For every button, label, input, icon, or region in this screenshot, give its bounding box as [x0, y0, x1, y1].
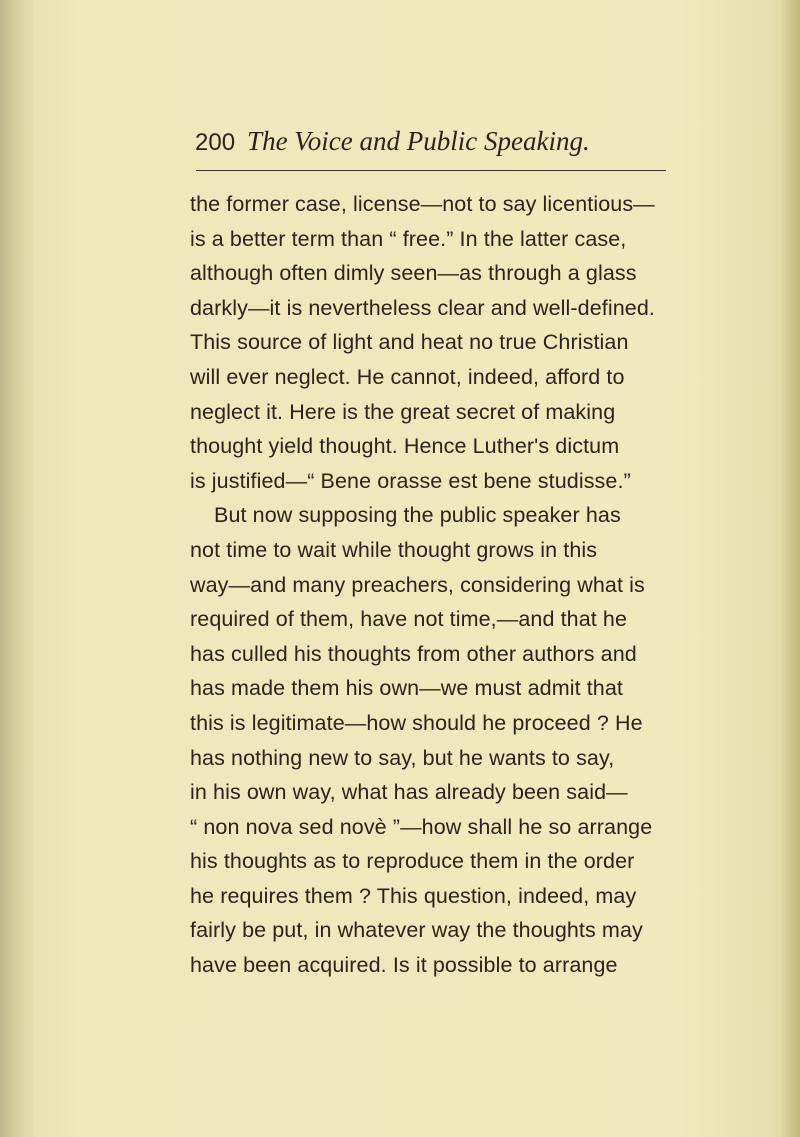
text-line: fairly be put, in whatever way the thoughts may	[190, 918, 643, 943]
text-line: “ non nova sed novè ”—how shall he so arrange	[190, 814, 653, 839]
page-gutter-left	[0, 0, 34, 1137]
text-line: darkly—it is nevertheless clear and well-defined.	[190, 295, 655, 320]
text-line: he requires them ? This question, indeed, may	[190, 883, 637, 908]
text-line: This source of light and heat no true Christian	[190, 330, 629, 355]
header-rule	[196, 170, 666, 171]
text-line: required of them, have not time,—and that he	[190, 607, 628, 632]
text-line: thought yield thought. Hence Luther's dictum	[190, 434, 620, 459]
text-line: this is legitimate—how should he proceed ? He	[190, 710, 643, 735]
running-title: The Voice and Public Speaking.	[247, 126, 590, 156]
text-line: has culled his thoughts from other authors and	[190, 641, 637, 666]
text-line: neglect it. Here is the great secret of making	[190, 399, 616, 424]
text-line: although often dimly seen—as through a glass	[190, 261, 637, 286]
body-text	[190, 187, 680, 983]
text-line: his thoughts as to reproduce them in the order	[190, 849, 635, 874]
running-header	[195, 126, 665, 166]
text-line: has made them his own—we must admit that	[190, 676, 623, 701]
text-line: way—and many preachers, considering what is	[190, 572, 645, 597]
text-line: the former case, license—not to say licentious—	[190, 192, 655, 216]
text-line: is a better term than “ free.” In the latter case,	[190, 226, 627, 251]
page-number: 200	[195, 129, 236, 156]
text-line: in his own way, what has already been said—	[190, 780, 628, 805]
text-line: will ever neglect. He cannot, indeed, afford to	[190, 364, 625, 389]
text-line: not time to wait while thought grows in this	[190, 537, 598, 562]
page-edge-right	[778, 0, 800, 1137]
paragraph-start-line: But now supposing the public speaker has	[214, 503, 621, 528]
text-line: has nothing new to say, but he wants to say,	[190, 745, 615, 770]
text-line: is justified—“ Bene orasse est bene studisse.”	[190, 468, 631, 493]
text-line: have been acquired. Is it possible to arrange	[190, 953, 618, 978]
